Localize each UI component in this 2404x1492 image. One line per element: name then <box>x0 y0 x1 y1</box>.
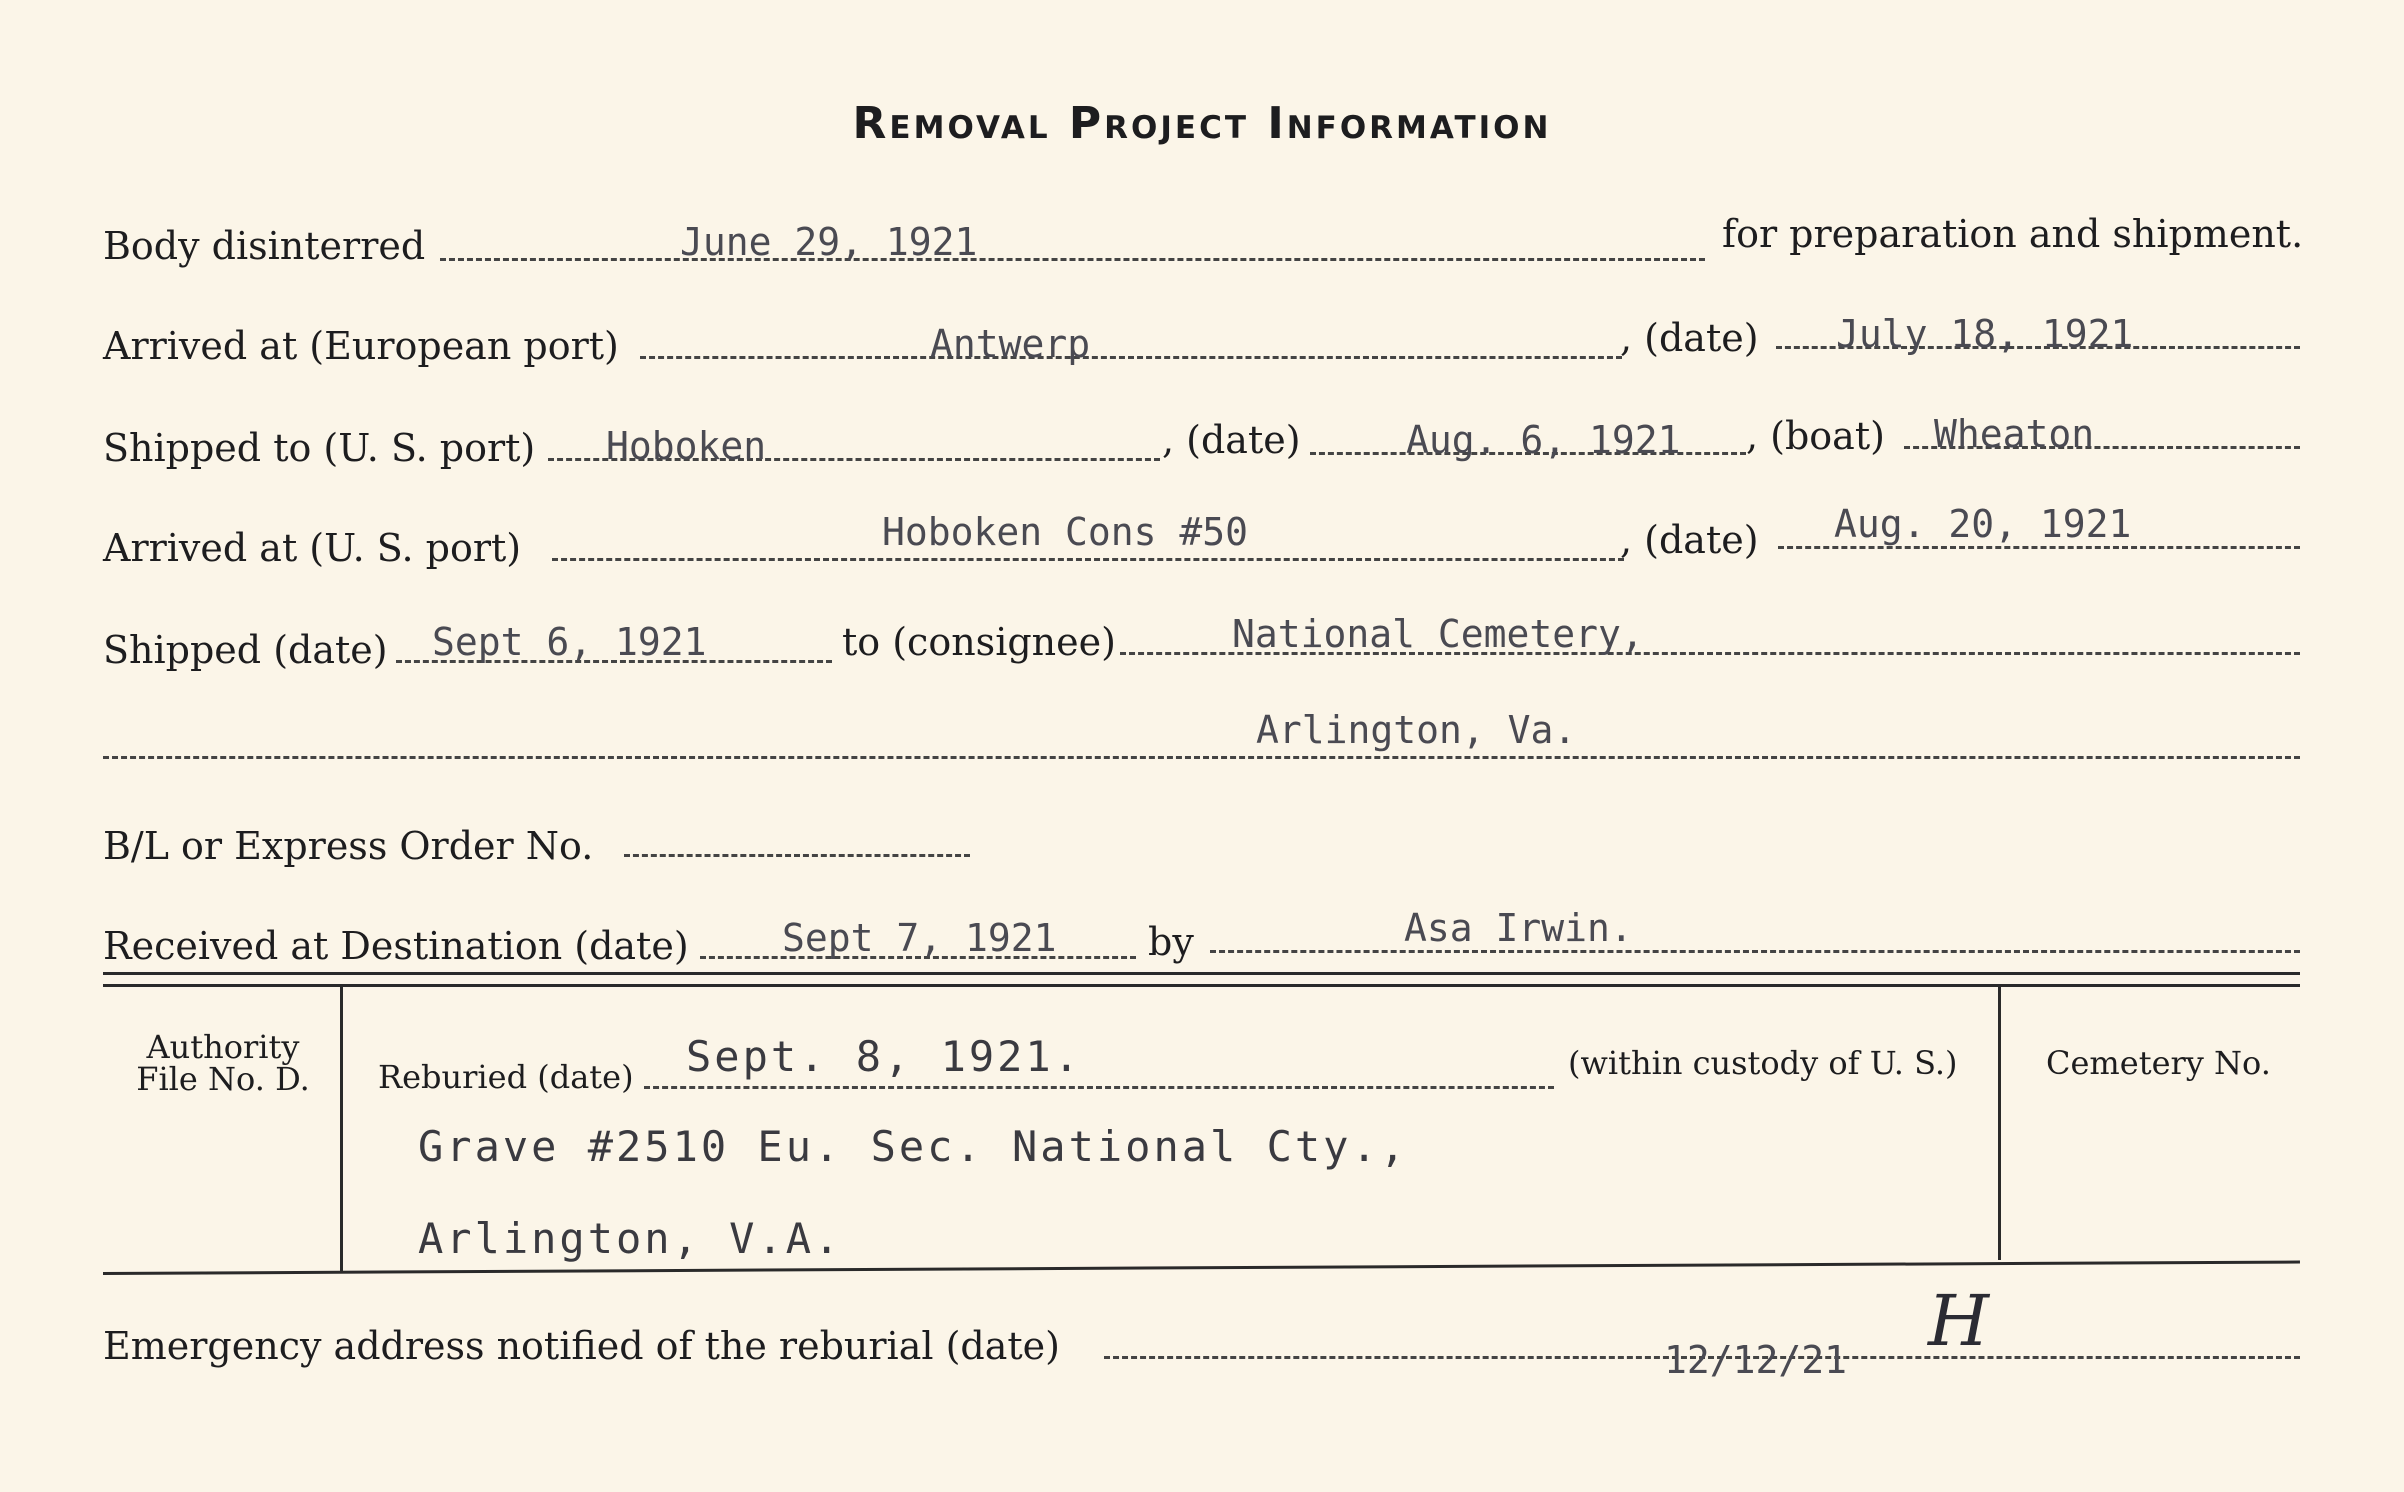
handwritten-initials: H <box>1928 1280 1990 1362</box>
cemetery-no-label: Cemetery No. <box>2046 1044 2271 1082</box>
box-divider-right <box>1998 986 2001 1260</box>
box-top-rule <box>103 972 2300 975</box>
received-label: Received at Destination (date) <box>103 924 689 968</box>
disinterred-suffix: for preparation and shipment. <box>1722 212 2304 256</box>
arrived-european-date-value[interactable]: July 18, 1921 <box>1836 312 2134 356</box>
custody-label: (within custody of U. S.) <box>1568 1044 1958 1082</box>
shipped-us-date-label: , (date) <box>1162 418 1301 462</box>
consignee-line-2 <box>103 756 2300 759</box>
page-title: Removal Project Information <box>852 98 1552 149</box>
arrived-us-date-line <box>1778 546 2300 549</box>
disinterred-label: Body disinterred <box>103 224 426 268</box>
arrived-european-line <box>640 356 1622 359</box>
shipped-us-value[interactable]: Hoboken <box>606 424 767 468</box>
consignee-value-line-2[interactable]: Arlington, Va. <box>1256 708 1577 752</box>
reburied-line <box>644 1086 1554 1089</box>
shipped-label: Shipped (date) <box>103 628 388 672</box>
arrived-us-value[interactable]: Hoboken Cons #50 <box>882 510 1249 554</box>
arrived-european-date-label: , (date) <box>1620 316 1759 360</box>
shipped-us-boat-label: , (boat) <box>1746 414 1885 458</box>
authority-label-line1: Authority <box>146 1028 300 1066</box>
reburied-label: Reburied (date) <box>378 1058 634 1096</box>
disinterred-line <box>440 258 1705 261</box>
bl-label: B/L or Express Order No. <box>103 824 594 868</box>
received-date-value[interactable]: Sept 7, 1921 <box>782 916 1057 960</box>
bl-line <box>624 854 970 857</box>
shipped-us-boat-value[interactable]: Wheaton <box>1934 412 2095 456</box>
reburied-value[interactable]: Sept. 8, 1921. <box>686 1032 1083 1081</box>
grave-line-1[interactable]: Grave #2510 Eu. Sec. National Cty., <box>418 1122 1409 1171</box>
arrived-us-label: Arrived at (U. S. port) <box>103 526 522 570</box>
shipped-date-value[interactable]: Sept 6, 1921 <box>432 620 707 664</box>
arrived-us-date-value[interactable]: Aug. 20, 1921 <box>1834 502 2132 546</box>
box-divider-left <box>340 986 343 1272</box>
consignee-label: to (consignee) <box>842 620 1116 664</box>
arrived-european-label: Arrived at (European port) <box>103 324 619 368</box>
disinterred-value[interactable]: June 29, 1921 <box>680 220 978 264</box>
shipped-us-date-value[interactable]: Aug. 6, 1921 <box>1406 418 1681 462</box>
received-by-line <box>1210 950 2300 953</box>
shipped-us-label: Shipped to (U. S. port) <box>103 426 536 470</box>
consignee-value[interactable]: National Cemetery, <box>1232 612 1644 656</box>
received-by-label: by <box>1148 920 1194 964</box>
arrived-us-date-label: , (date) <box>1620 518 1759 562</box>
authority-label-line2: File No. D. <box>136 1060 310 1098</box>
emergency-label: Emergency address notified of the reburial (date) <box>103 1324 1060 1368</box>
box-top-rule-2 <box>103 984 2300 987</box>
arrived-us-line <box>552 558 1624 561</box>
emergency-date-value[interactable]: 12/12/21 <box>1664 1338 1848 1382</box>
received-by-value[interactable]: Asa Irwin. <box>1404 906 1633 950</box>
arrived-european-value[interactable]: Antwerp <box>930 322 1091 366</box>
grave-line-2[interactable]: Arlington, V.A. <box>418 1214 843 1263</box>
